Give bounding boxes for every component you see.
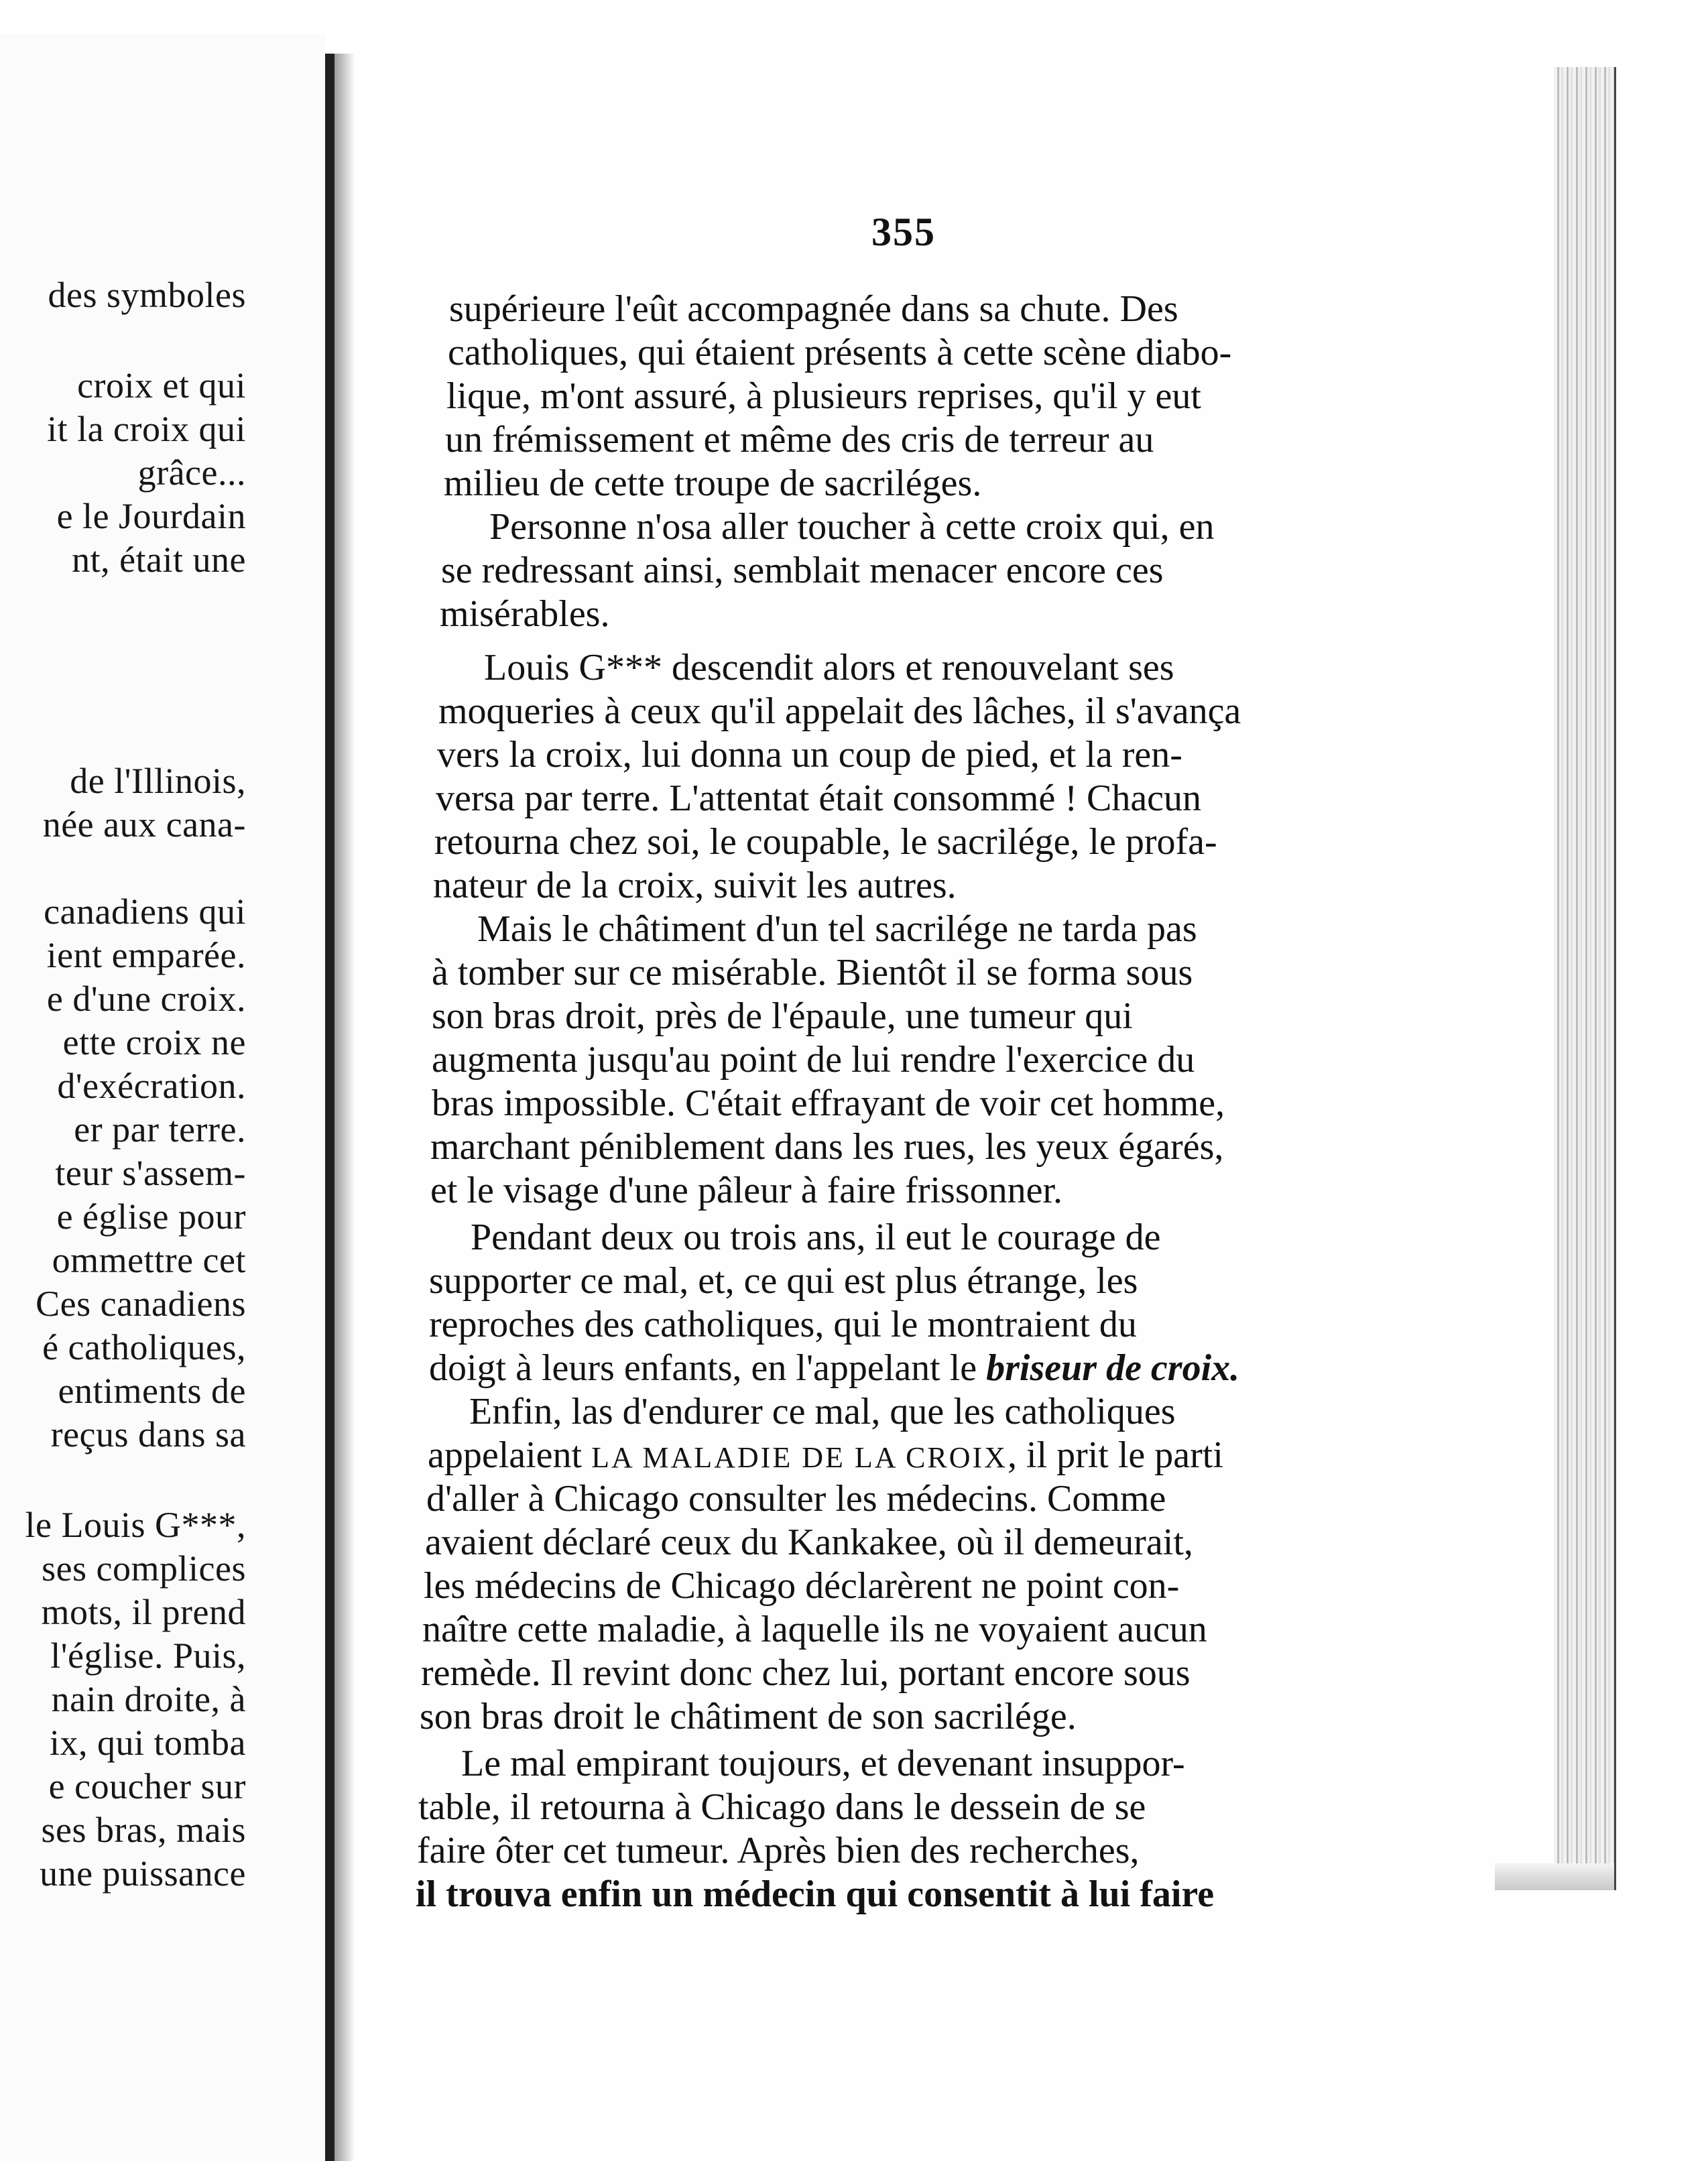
text-line: son bras droit, près de l'épaule, une tumeur qui: [432, 995, 1133, 1037]
text-line: vers la croix, lui donna un coup de pied, et la ren-: [437, 734, 1182, 776]
text-line: Personne n'osa aller toucher à cette croix qui, en: [489, 506, 1215, 548]
text-line: misérables.: [440, 593, 610, 635]
text-line: naître cette maladie, à laquelle ils ne voyaient aucun: [422, 1609, 1207, 1650]
text-line: Mais le châtiment d'un tel sacrilége ne tarda pas: [477, 908, 1197, 950]
left-line: teur s'assem-: [55, 1153, 246, 1193]
text-line: nateur de la croix, suivit les autres.: [433, 865, 957, 906]
left-line: nain droite, à: [51, 1679, 246, 1719]
text-line: marchant péniblement dans les rues, les yeux égarés,: [430, 1126, 1224, 1168]
text-line: [429, 1347, 1239, 1389]
page-edge: [1554, 67, 1616, 1890]
text-line: son bras droit le châtiment de son sacrilége.: [420, 1696, 1077, 1737]
left-line: grâce...: [137, 452, 246, 493]
left-line: e d'une croix.: [46, 979, 246, 1019]
left-line: é catholiques,: [42, 1327, 246, 1367]
text-line: Le mal empirant toujours, et devenant insuppor-: [461, 1743, 1185, 1784]
left-line: des symboles: [48, 275, 246, 315]
text-line: remède. Il revint donc chez lui, portant encore sous: [421, 1652, 1191, 1694]
left-line: reçus dans sa: [50, 1414, 246, 1455]
text-line: les médecins de Chicago déclarèrent ne point con-: [424, 1565, 1180, 1607]
page-number: 355: [871, 210, 936, 254]
text-segment: appelaient: [428, 1434, 592, 1476]
text-line: avaient déclaré ceux du Kankakee, où il demeurait,: [425, 1522, 1193, 1563]
text-line: versa par terre. L'attentat était consommé ! Chacun: [436, 778, 1202, 819]
text-segment: , il prit le parti: [1007, 1434, 1223, 1476]
text-line: et le visage d'une pâleur à faire frissonner.: [430, 1170, 1063, 1211]
text-line: faire ôter cet tumeur. Après bien des recherches,: [417, 1830, 1140, 1871]
left-line: ommettre cet: [52, 1240, 246, 1280]
left-line: une puissance: [40, 1853, 246, 1894]
text-line: Enfin, las d'endurer ce mal, que les catholiques: [469, 1391, 1176, 1432]
text-line: il trouva enfin un médecin qui consentit à lui faire: [416, 1873, 1215, 1915]
text-line: augmenta jusqu'au point de lui rendre l'exercice du: [432, 1039, 1195, 1080]
left-line: nt, était une: [72, 540, 246, 580]
page-edge-bottom: [1495, 1863, 1614, 1890]
text-line: moqueries à ceux qu'il appelait des lâches, il s'avança: [438, 690, 1241, 732]
text-line: Pendant deux ou trois ans, il eut le courage de: [471, 1217, 1161, 1258]
left-line: d'exécration.: [57, 1066, 246, 1106]
gutter-shadow: [334, 54, 355, 2161]
text-line: un frémissement et même des cris de terreur au: [445, 419, 1154, 460]
left-line: Ces canadiens: [36, 1284, 246, 1324]
text-line: bras impossible. C'était effrayant de voir cet homme,: [432, 1083, 1225, 1124]
left-line: er par terre.: [74, 1109, 246, 1150]
text-line: supérieure l'eût accompagnée dans sa chute. Des: [449, 288, 1178, 330]
left-line: ses complices: [42, 1548, 246, 1589]
text-line: catholiques, qui étaient présents à cette scène diabo-: [448, 332, 1232, 373]
text-segment: doigt à leurs enfants, en l'appelant le: [429, 1347, 987, 1389]
left-line: l'église. Puis,: [50, 1635, 246, 1676]
text-line: d'aller à Chicago consulter les médecins. Comme: [426, 1478, 1166, 1520]
text-line: [428, 1434, 1223, 1479]
text-line: supporter ce mal, et, ce qui est plus étrange, les: [429, 1260, 1138, 1302]
text-line: à tomber sur ce misérable. Bientôt il se forma sous: [432, 952, 1193, 993]
text-line: lique, m'ont assuré, à plusieurs reprises, qu'il y eut: [446, 375, 1201, 417]
left-line: croix et qui: [77, 365, 246, 406]
text-line: reproches des catholiques, qui le montraient du: [429, 1304, 1137, 1345]
left-page: [0, 34, 325, 2161]
left-line: ix, qui tomba: [50, 1723, 246, 1763]
left-line: e coucher sur: [48, 1766, 246, 1806]
text-line: se redressant ainsi, semblait menacer encore ces: [441, 550, 1164, 591]
left-line: it la croix qui: [47, 409, 246, 449]
book-gutter: [325, 54, 334, 2161]
text-line: Louis G*** descendit alors et renouvelant ses: [484, 647, 1174, 688]
left-line: e le Jourdain: [56, 496, 246, 536]
text-line: milieu de cette troupe de sacriléges.: [444, 462, 982, 504]
left-line: e église pour: [56, 1196, 246, 1237]
left-line: ient emparée.: [46, 935, 246, 975]
left-line: ette croix ne: [62, 1022, 246, 1062]
left-line: mots, il prend: [41, 1592, 246, 1632]
small-caps-phrase: LA MALADIE DE LA CROIX: [591, 1441, 1008, 1474]
left-line: née aux cana-: [42, 804, 246, 845]
left-line: le Louis G***,: [25, 1505, 246, 1545]
text-line: retourna chez soi, le coupable, le sacrilége, le profa-: [434, 821, 1217, 863]
left-line: ses bras, mais: [41, 1810, 246, 1850]
left-line: entiments de: [58, 1371, 246, 1411]
text-line: table, il retourna à Chicago dans le dessein de se: [418, 1786, 1146, 1828]
italic-phrase: briseur de croix.: [986, 1347, 1240, 1389]
left-line: canadiens qui: [44, 891, 246, 932]
left-line: de l'Illinois,: [70, 761, 246, 801]
